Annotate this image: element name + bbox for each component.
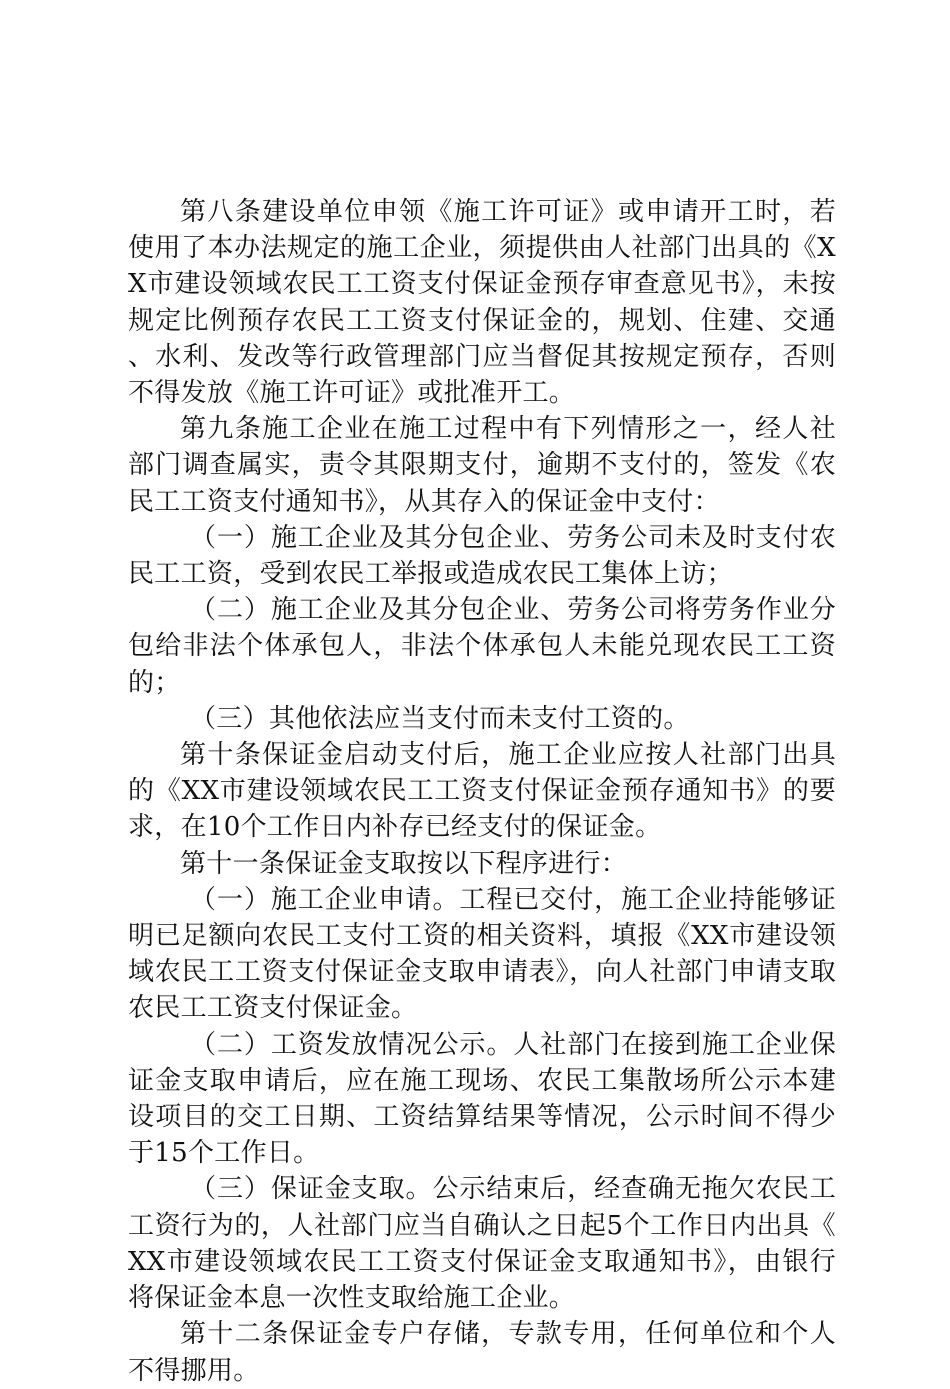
article-12: 第十二条保证金专户存储，专款专用，任何单位和个人不得挪用。	[128, 1319, 836, 1386]
article-8: 第八条建设单位申领《施工许可证》或申请开工时，若使用了本办法规定的施工企业，须提供由人社部门出具的《XX市建设领域农民工工资支付保证金预存审查意见书》，未按规定比例预存农民工工资支付保证金的，规划、住建、交通、水利、发改等行政管理部门应当督促其按规定预存，否则不得发放《施工许可证》或批准开工。	[128, 197, 836, 409]
article-11-item-1: （一）施工企业申请。工程已交付，施工企业持能够证明已足额向农民工支付工资的相关资料，填报《XX市建设领域农民工工资支付保证金支取申请表》，向人社部门申请支取农民工工资支付保证金。	[128, 884, 836, 1024]
article-9-item-3: （三）其他依法应当支付而未支付工资的。	[190, 703, 690, 734]
article-9-item-1: （一）施工企业及其分包企业、劳务公司未及时支付农民工工资，受到农民工举报或造成农民工集体上访；	[128, 522, 836, 590]
document-body	[128, 194, 836, 1389]
article-11-item-2: （二）工资发放情况公示。人社部门在接到施工企业保证金支取申请后，应在施工现场、农民工集散场所公示本建设项目的交工日期、工资结算结果等情况，公示时间不得少于15个工作日。	[128, 1029, 836, 1169]
article-9-item-2: （二）施工企业及其分包企业、劳务公司将劳务作业分包给非法个体承包人，非法个体承包人未能兑现农民工工资的；	[128, 595, 836, 698]
article-11: 第十一条保证金支取按以下程序进行：	[180, 848, 628, 879]
article-11-item-3: （三）保证金支取。公示结束后，经查确无拖欠农民工工资行为的，人社部门应当自确认之日起5个工作日内出具《XX市建设领域农民工工资支付保证金支取通知书》，由银行将保证金本息一次性支取给施工企业。	[128, 1174, 836, 1314]
article-9: 第九条施工企业在施工过程中有下列情形之一，经人社部门调查属实，责令其限期支付，逾期不支付的，签发《农民工工资支付通知书》，从其存入的保证金中支付：	[128, 414, 836, 517]
article-10: 第十条保证金启动支付后，施工企业应按人社部门出具的《XX市建设领域农民工工资支付保证金预存通知书》的要求，在10个工作日内补存已经支付的保证金。	[128, 740, 836, 843]
